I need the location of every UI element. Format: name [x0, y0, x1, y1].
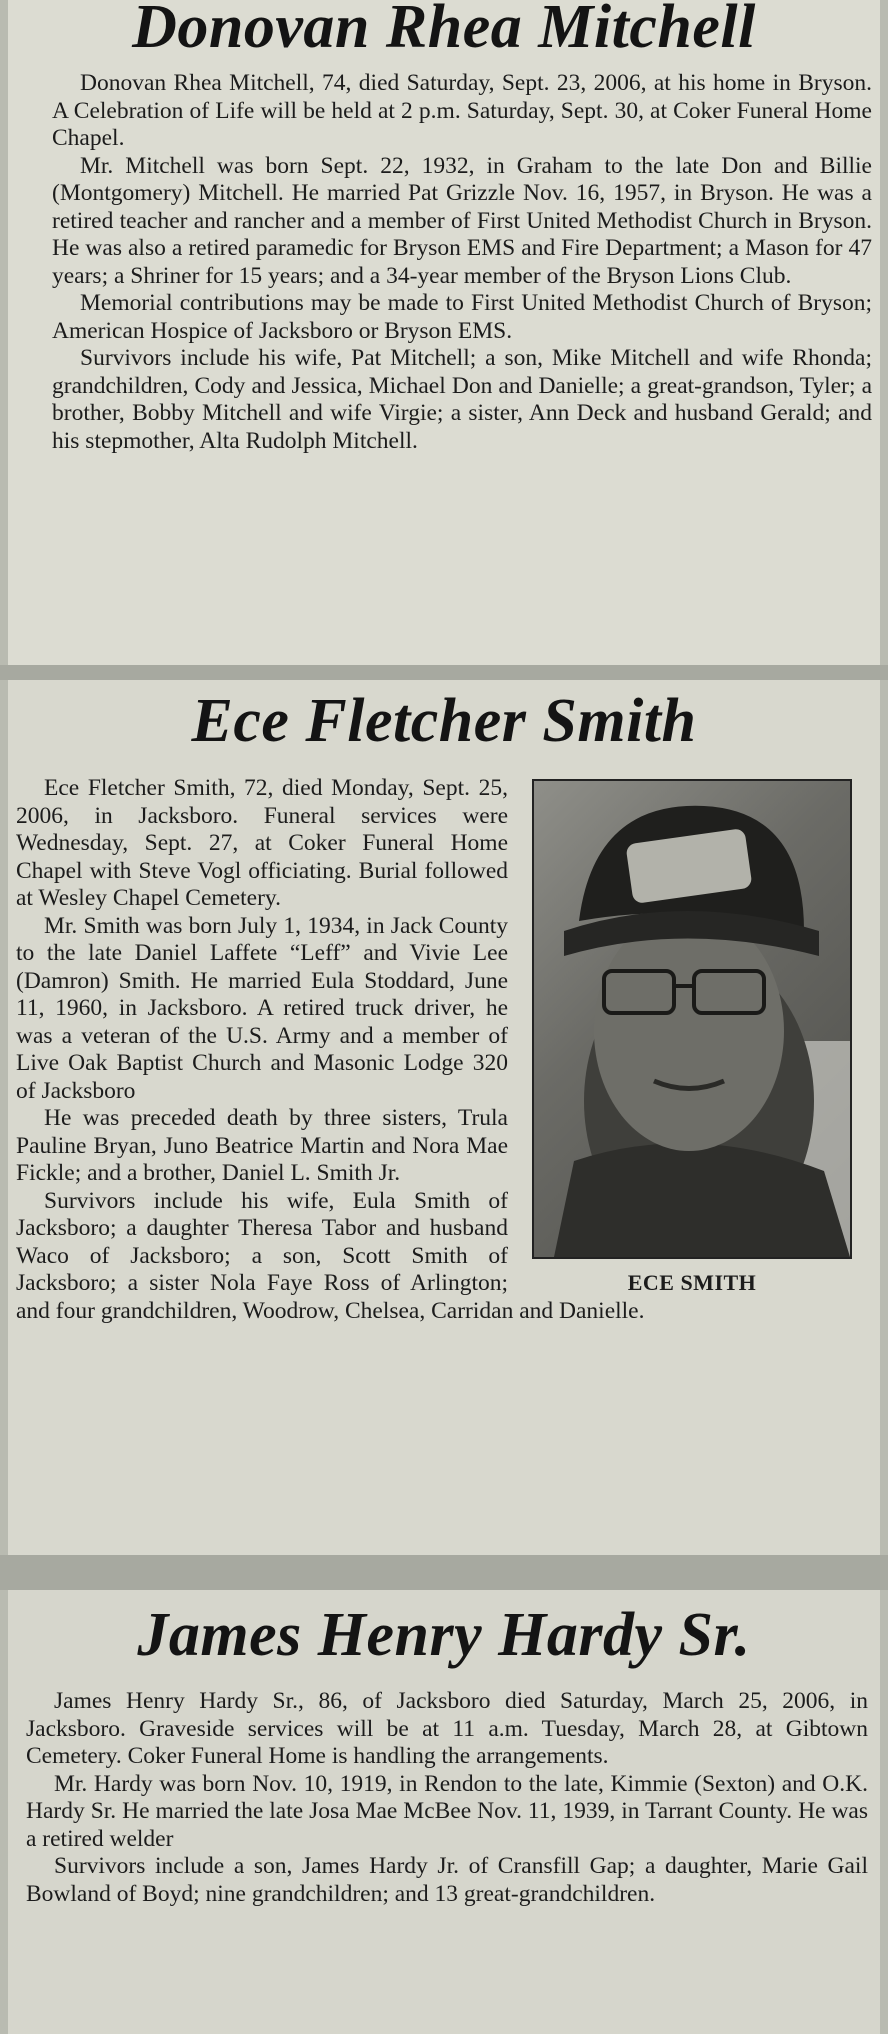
obituary-james-hardy: [8, 1590, 880, 2034]
clipping-gap: [0, 1555, 888, 1590]
obituary-ece-smith: [8, 680, 880, 1555]
photo-caption: ECE SMITH: [627, 1270, 757, 1295]
obituary-headline: Donovan Rhea Mitchell: [132, 0, 756, 61]
obituary-body: [26, 1688, 868, 1908]
clipping-gap: [0, 665, 888, 680]
portrait-figure: [532, 779, 852, 1295]
obituary-body: [52, 70, 872, 455]
obituary-paragraph: Mr. Mitchell was born Sept. 22, 1932, in Graham to the late Don and Billie (Montgomery) Mitchell. He married Pat Grizzle Nov. 16, 1957, in Bryson. He was a retired teacher and rancher and a member of First United Methodist Church in Bryson. He was also a retired paramedic for Bryson EMS and Fire Department; a Mason for 47 years; a Shriner for 15 years; and a 34-year member of the Bryson Lions Club.: [52, 152, 872, 289]
obituary-paragraph: Survivors include a son, James Hardy Jr. of Cransfill Gap; a daughter, Marie Gail Bowland of Boyd; nine grandchildren; and 13 great-grandchildren.: [26, 1853, 868, 1907]
portrait-illustration: [534, 781, 850, 1257]
obituary-paragraph: Ece Fletcher Smith, 72, died Monday, Sept. 25, 2006, in Jacksboro. Funeral services were Wednesday, Sept. 27, at Coker Funeral Home Chapel with Steve Vogl officiating. Burial followed at Wesley Chapel Cemetery.: [16, 775, 508, 911]
obituary-paragraph: Mr. Hardy was born Nov. 10, 1919, in Rendon to the late, Kimmie (Sexton) and O.K. Hardy Sr. He married the late Josa Mae McBee Nov. 11, 1939, in Tarrant County. He was a retired welder: [26, 1770, 868, 1852]
obituary-headline: Ece Fletcher Smith: [191, 687, 697, 755]
obituary-paragraph: James Henry Hardy Sr., 86, of Jacksboro died Saturday, March 25, 2006, in Jacksboro. Graveside services will be at 11 a.m. Tuesday, March 28, at Gibtown Cemetery. Coker Funeral Home is handling the arrangements.: [26, 1688, 868, 1769]
obituary-paragraph: He was preceded death by three sisters, Trula Pauline Bryan, Juno Beatrice Martin and Nora Mae Fickle; and a brother, Daniel L. Smith Jr.: [16, 1105, 508, 1186]
obituary-paragraph: Donovan Rhea Mitchell, 74, died Saturday, Sept. 23, 2006, at his home in Bryson. A Celebration of Life will be held at 2 p.m. Saturday, Sept. 30, at Coker Funeral Home Chapel.: [52, 70, 872, 151]
obituary-body: [16, 775, 852, 1325]
obituary-paragraph: Survivors include his wife, Eula Smith of Jacksboro; a daughter Theresa Tabor and husband Waco of Jacksboro; a son, Scott Smith of Jacksboro; a sister Nola Faye Ross of Arlington; and four grandchildren, Woodrow, Chelsea, Carridan and Danielle.: [16, 1187, 645, 1324]
obituary-paragraph: Survivors include his wife, Pat Mitchell; a son, Mike Mitchell and wife Rhonda; grandchildren, Cody and Jessica, Michael Don and Danielle; a great-grandson, Tyler; a brother, Bobby Mitchell and wife Virgie; a sister, Ann Deck and husband Gerald; and his stepmother, Alta Rudolph Mitchell.: [52, 345, 872, 454]
obituary-paragraph: Memorial contributions may be made to First United Methodist Church of Bryson; American Hospice of Jacksboro or Bryson EMS.: [52, 290, 872, 344]
obituary-donovan-mitchell: [8, 0, 880, 665]
portrait-photo: [532, 779, 852, 1259]
obituary-paragraph: Mr. Smith was born July 1, 1934, in Jack County to the late Daniel Laffete “Leff” and Vivie Lee (Damron) Smith. He married Eula Stoddard, June 11, 1960, in Jacksboro. A retired truck driver, he was a veteran of the U.S. Army and a member of Live Oak Baptist Church and Masonic Lodge 320 of Jacksboro: [16, 912, 508, 1104]
obituary-headline: James Henry Hardy Sr.: [137, 1601, 751, 1669]
